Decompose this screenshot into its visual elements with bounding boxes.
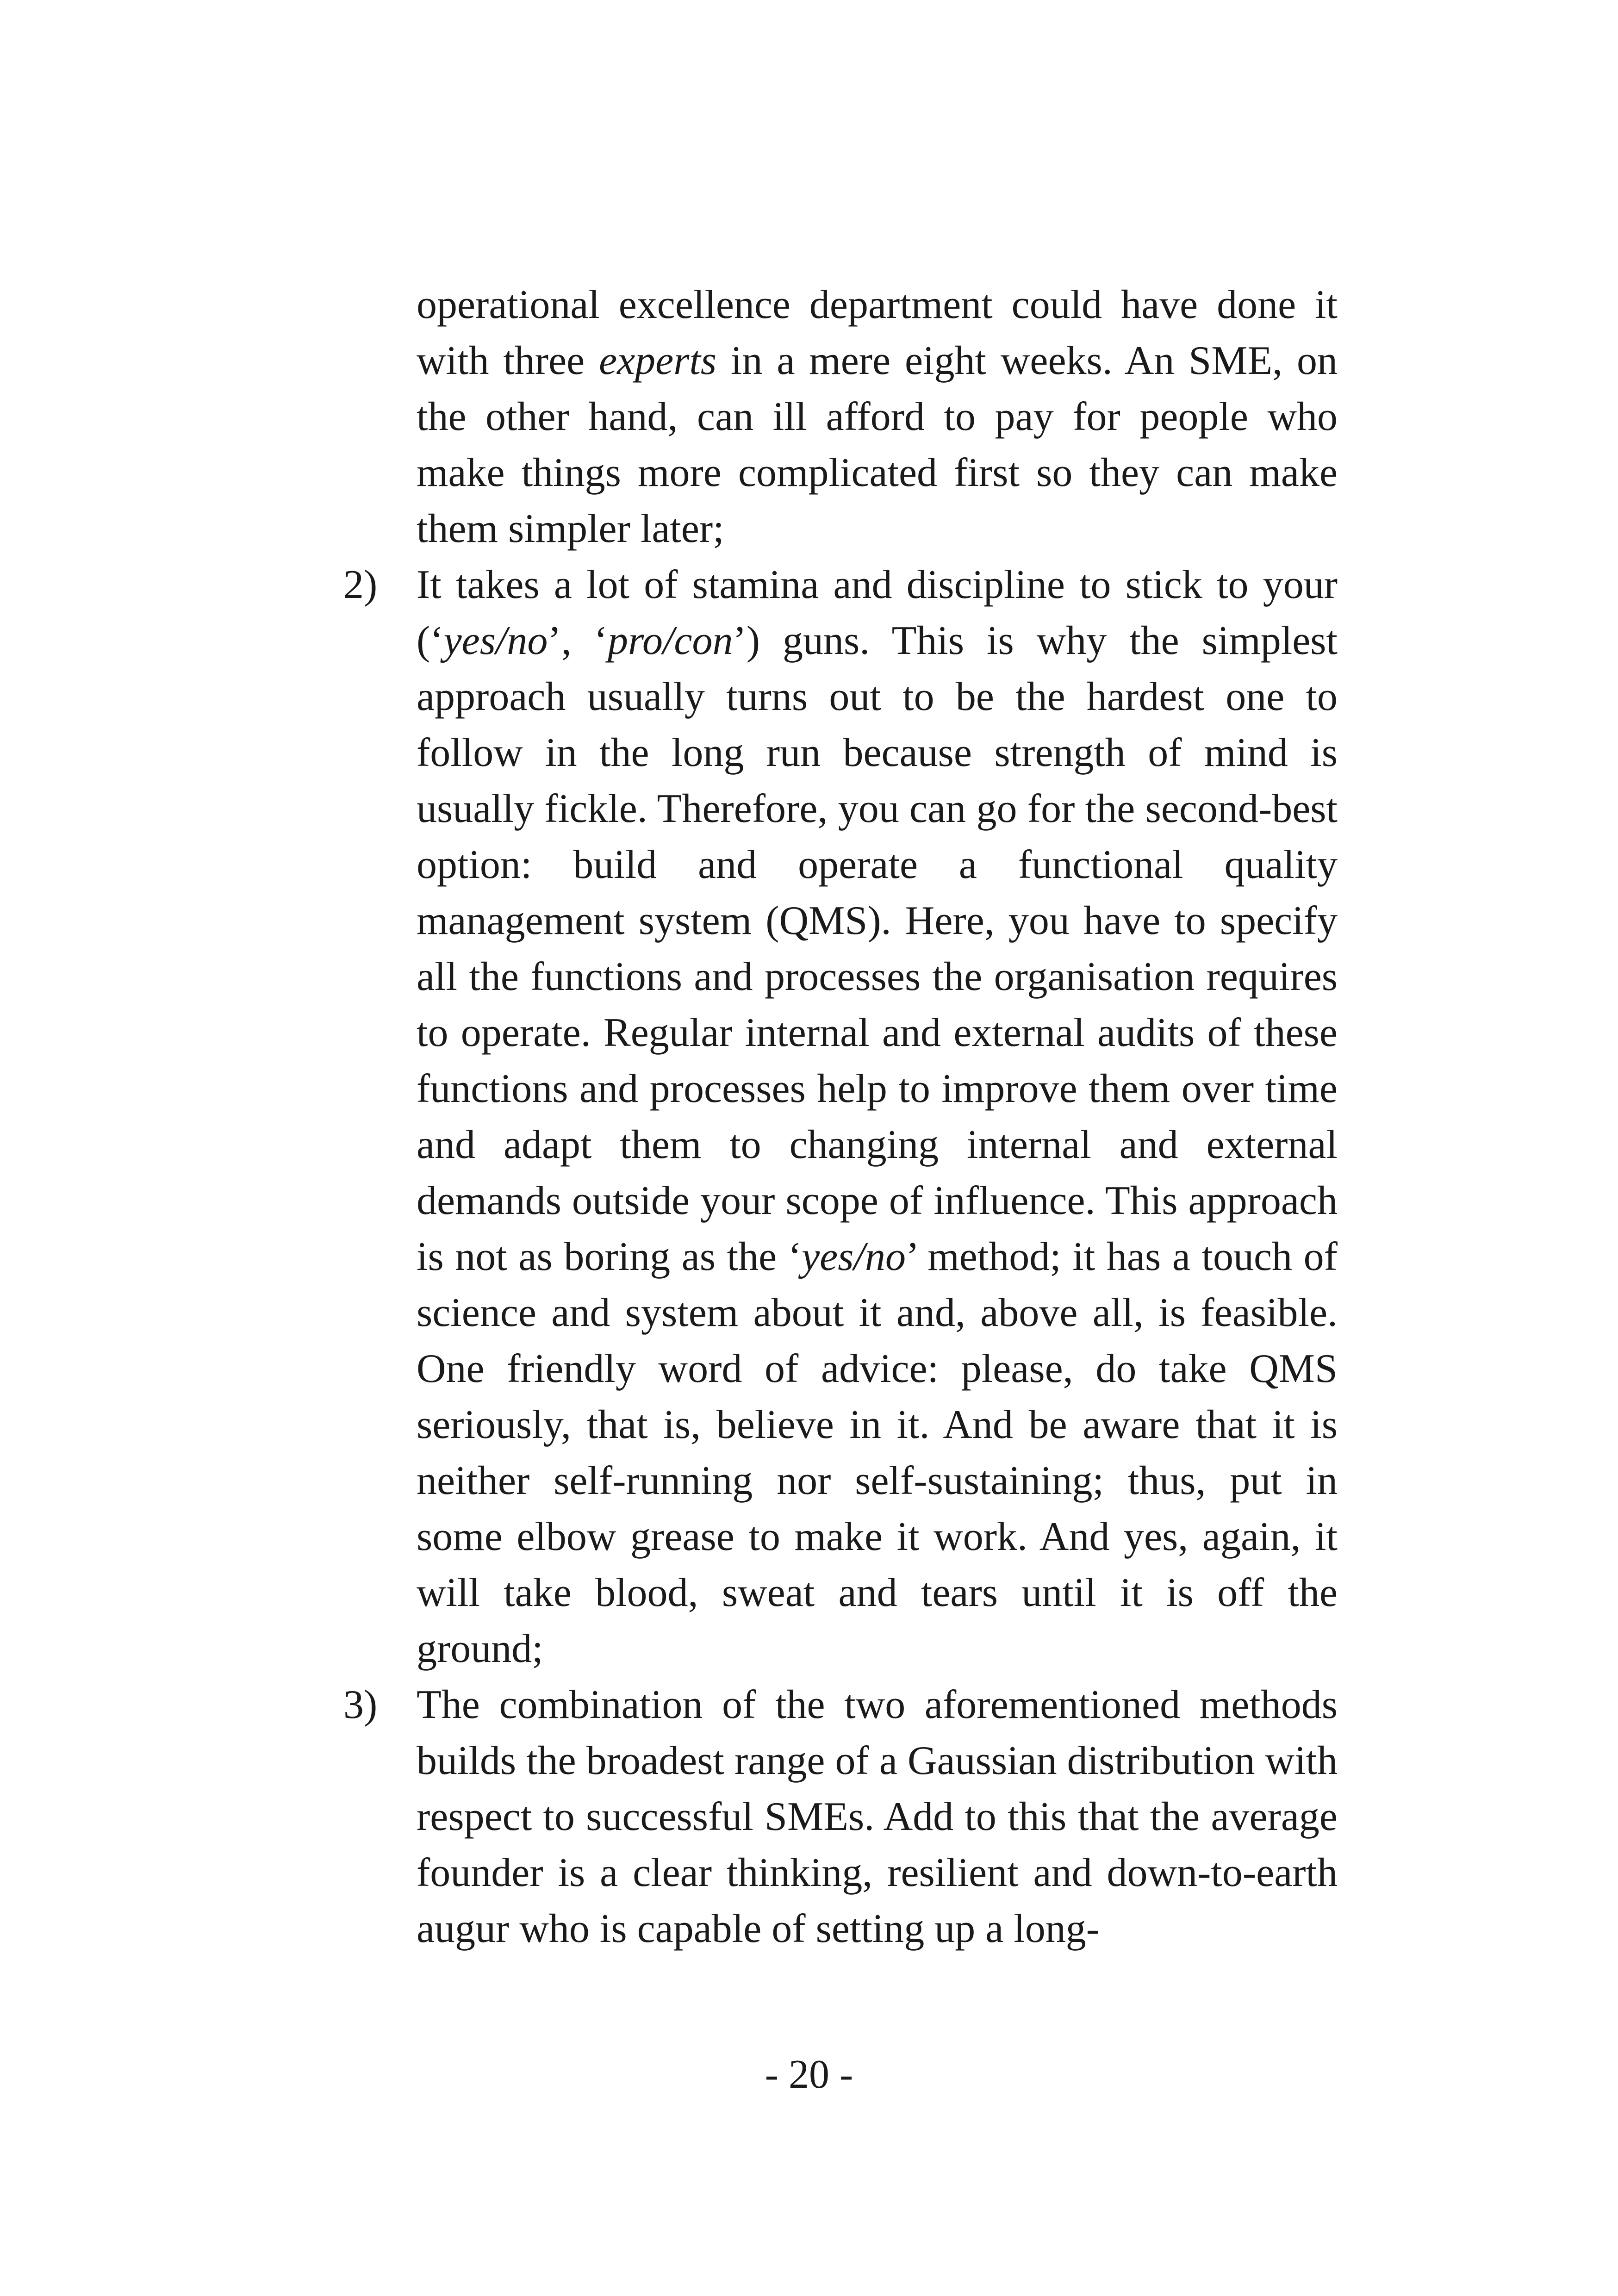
- list-item-2: [343, 557, 1338, 1677]
- continuation-paragraph: [417, 277, 1338, 557]
- list-number: 2): [343, 562, 378, 607]
- list-number: 3): [343, 1682, 378, 1727]
- text-segment: operational excellence department could have done it with three: [417, 282, 1338, 383]
- text-segment: in a mere eight weeks. An SME, on the other hand, can ill afford to pay for people who make things more complicated first so they can make them simpler later;: [417, 338, 1338, 551]
- italic-segment: yes/no: [443, 618, 548, 663]
- list-item-3: [343, 1677, 1338, 1957]
- italic-segment: experts: [599, 338, 717, 383]
- text-segment: ’) guns. This is why the simplest approach usually turns out to be the hardest one to follow in the long run because strength of mind is usually fickle. Therefore, you can go for the second-best option: build and operate a functional quality management system (QMS). Here, you have to specify all the functions and processes the organisation requires to operate. Regular internal and external audits of these functions and processes help to improve them over time and adapt them to changing internal and external demands outside your scope of influence. This approach is not as boring as the ‘: [417, 618, 1338, 1279]
- text-segment: ’, ‘: [548, 618, 608, 663]
- italic-segment: yes/no: [802, 1234, 906, 1279]
- list-item-text: [417, 1677, 1338, 1957]
- text-segment: ’ method; it has a touch of science and system about it and, above all, is feasible. One friendly word of advice: please, do take QMS seriously, that is, believe in it. And be aware that it is neither self-running nor self-sustaining; thus, put in some elbow grease to make it work. And yes, again, it will take blood, sweat and tears until it is off the ground;: [417, 1234, 1338, 1671]
- page-number: - 20 -: [765, 2052, 853, 2097]
- italic-segment: pro/con: [607, 618, 733, 663]
- text-segment: The combination of the two aforementioned methods builds the broadest range of a Gaussian distribution with respect to successful SMEs. Add to this that the average founder is a clear thinking, resilient and down-to-earth augur who is capable of setting up a long-: [417, 1682, 1338, 1951]
- text-segment: It takes a lot of stamina and discipline to stick to your (‘: [417, 562, 1338, 663]
- body-text: [343, 277, 1338, 1957]
- list-item-text: [417, 557, 1338, 1677]
